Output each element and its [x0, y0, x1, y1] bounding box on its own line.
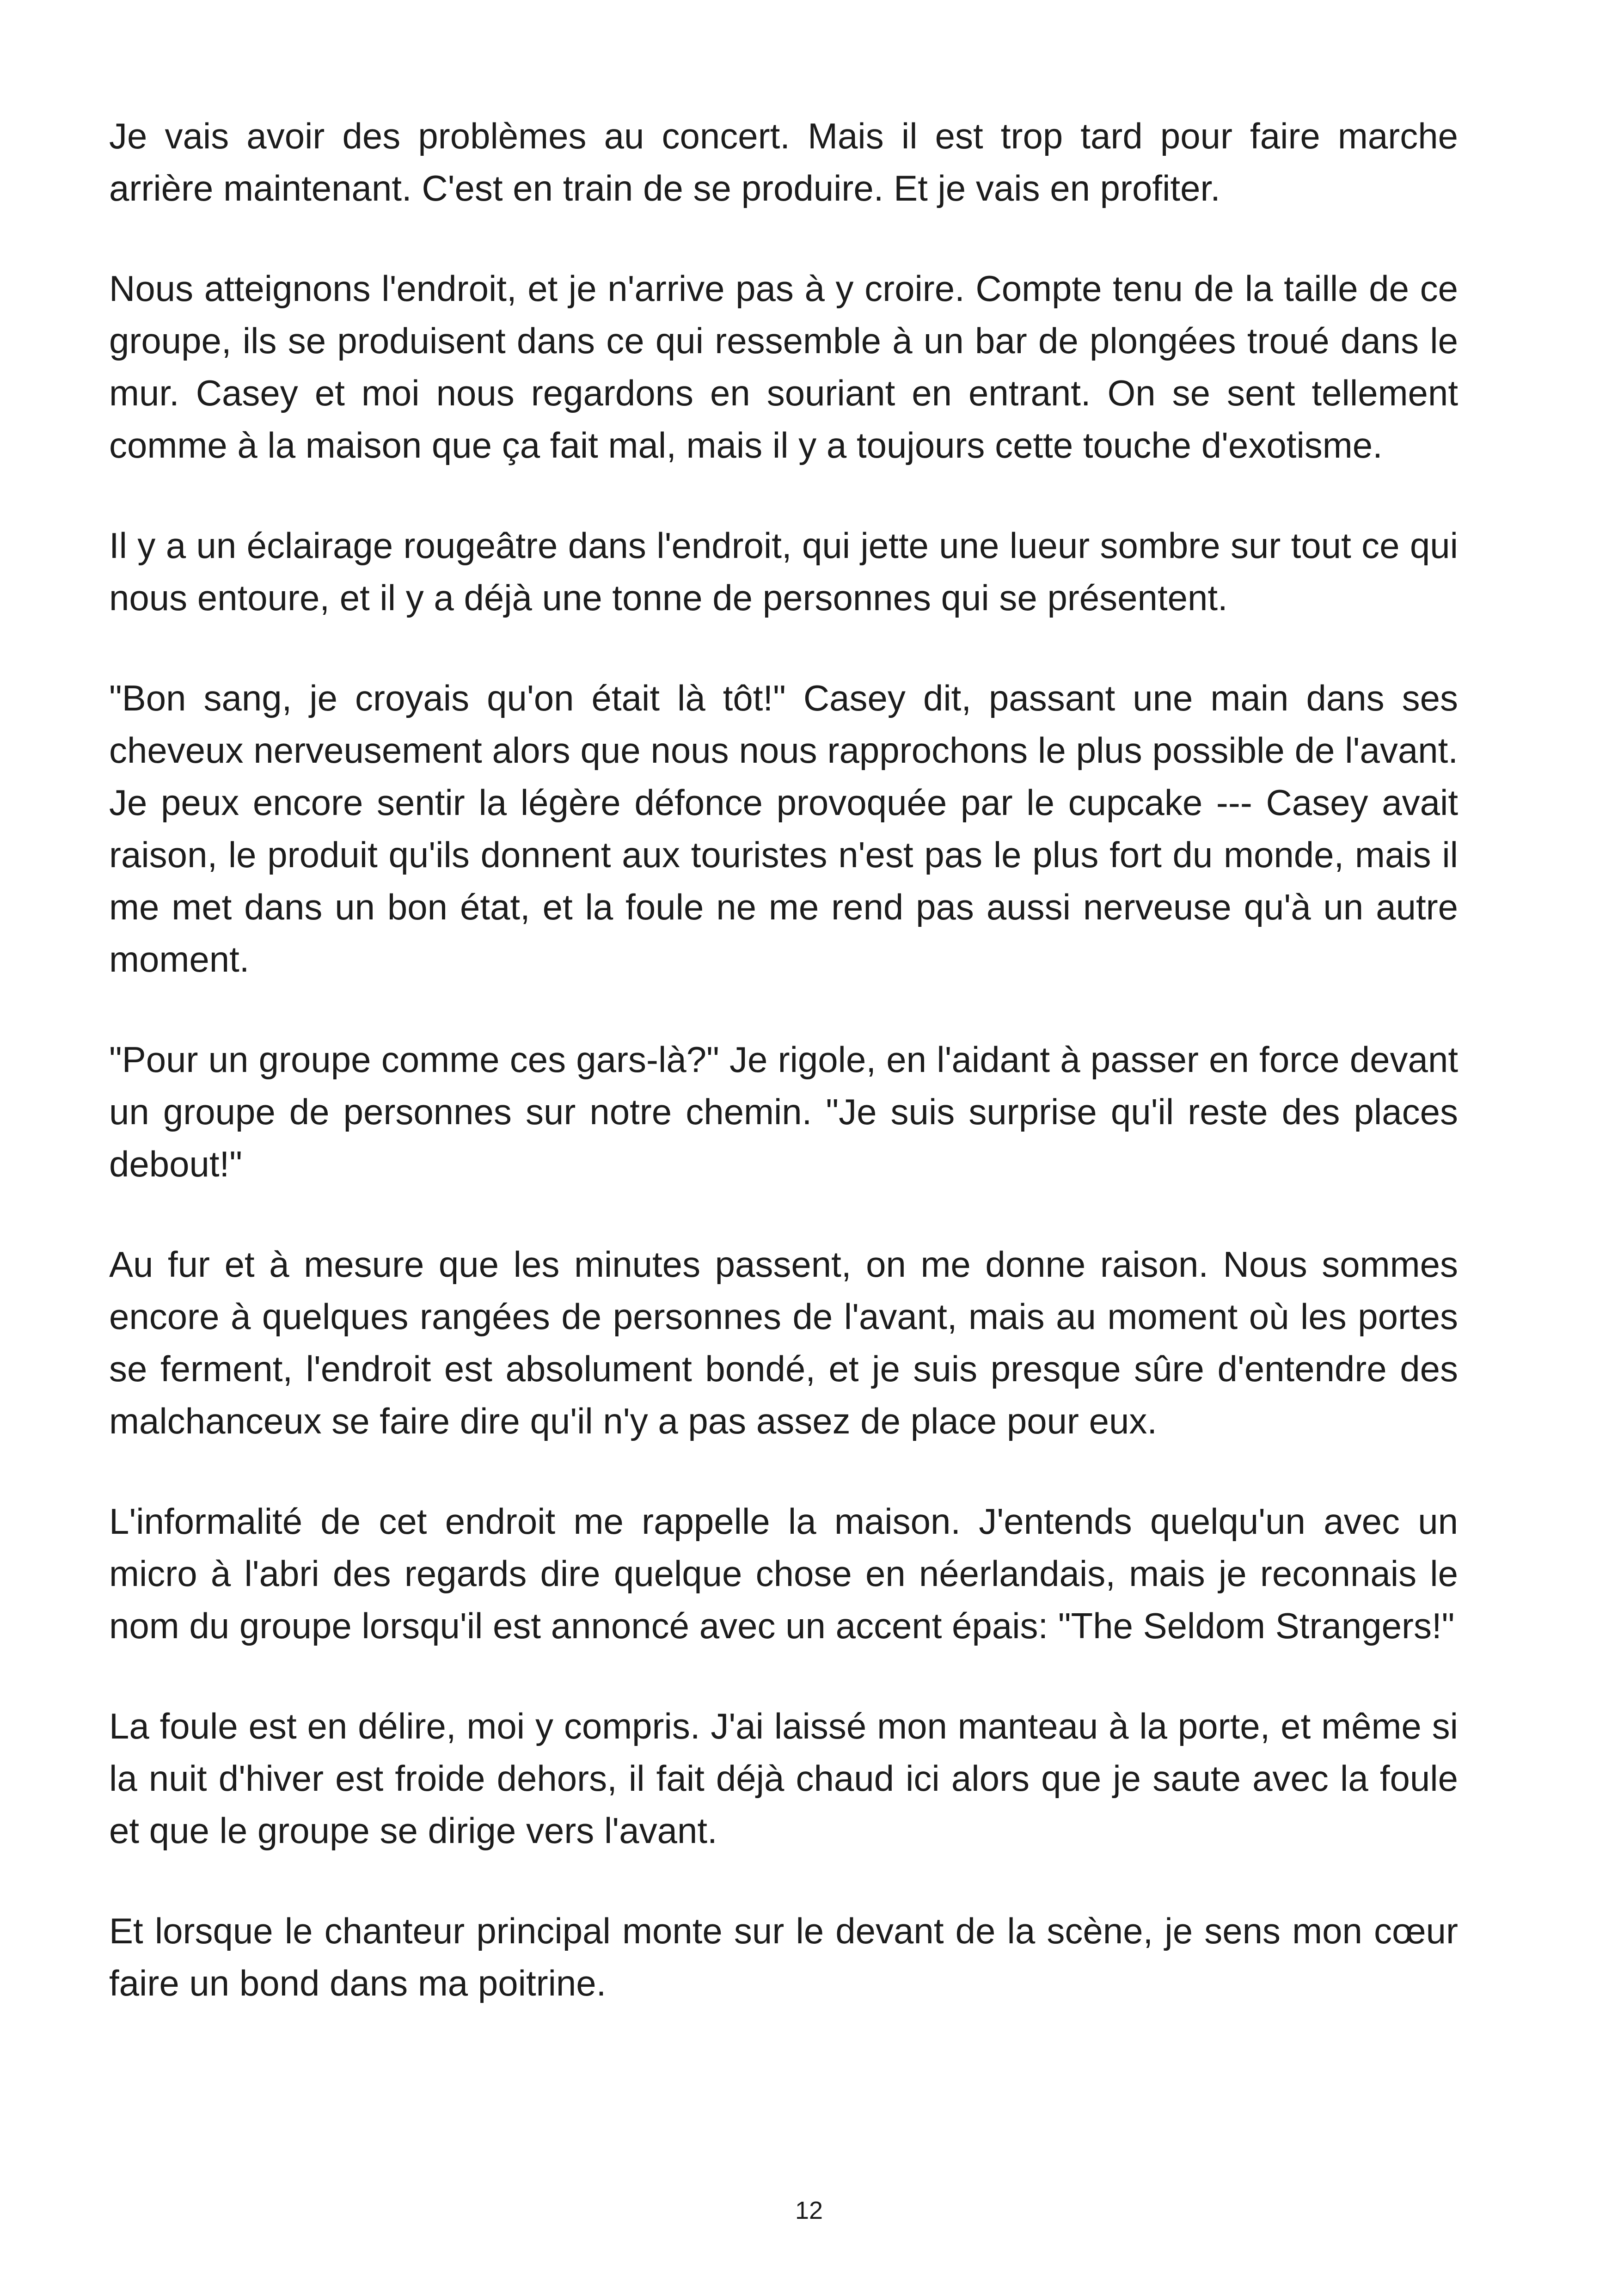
paragraph-9: Et lorsque le chanteur principal monte sur le devant de la scène, je sens mon cœur faire un bond dans ma poitrine. — [109, 1910, 1458, 2003]
paragraph-5: "Pour un groupe comme ces gars-là?" Je rigole, en l'aidant à passer en force devant un groupe de personnes sur notre chemin. "Je suis surprise qu'il reste des places debout!" — [109, 1039, 1458, 1184]
paragraph-8: La foule est en délire, moi y compris. J'ai laissé mon manteau à la porte, et même si la nuit d'hiver est froide dehors, il fait déjà chaud ici alors que je saute avec la foule et que le groupe se dirige vers l'avant. — [109, 1706, 1458, 1851]
paragraph-4: "Bon sang, je croyais qu'on était là tôt!" Casey dit, passant une main dans ses cheveux nerveusement alors que nous nous rapprochons le plus possible de l'avant. Je peux encore sentir la légère défonce provoquée par le cupcake --- Casey avait raison, le produit qu'ils donnent aux touristes n'est pas le plus fort du monde, mais il me met dans un bon état, et la foule ne me rend pas aussi nerveuse qu'à un autre moment. — [109, 678, 1458, 980]
paragraph-2: Nous atteignons l'endroit, et je n'arrive pas à y croire. Compte tenu de la taille de ce groupe, ils se produisent dans ce qui ressemble à un bar de plongées troué dans le mur. Casey et moi nous regardons en souriant en entrant. On se sent tellement comme à la maison que ça fait mal, mais il y a toujours cette touche d'exotisme. — [109, 268, 1458, 465]
paragraph-3: Il y a un éclairage rougeâtre dans l'endroit, qui jette une lueur sombre sur tout ce qui nous entoure, et il y a déjà une tonne de personnes qui se présentent. — [109, 525, 1458, 618]
paragraph-7: L'informalité de cet endroit me rappelle la maison. J'entends quelqu'un avec un micro à l'abri des regards dire quelque chose en néerlandais, mais je reconnais le nom du groupe lorsqu'il est annoncé avec un accent épais: "The Seldom Strangers!" — [109, 1501, 1458, 1646]
paragraph-6: Au fur et à mesure que les minutes passent, on me donne raison. Nous sommes encore à quelques rangées de personnes de l'avant, mais au moment où les portes se ferment, l'endroit est absolument bondé, et je suis presque sûre d'entendre des malchanceux se faire dire qu'il n'y a pas assez de place pour eux. — [109, 1244, 1458, 1441]
paragraph-1: Je vais avoir des problèmes au concert. Mais il est trop tard pour faire marche arrière maintenant. C'est en train de se produire. Et je vais en profiter. — [109, 116, 1458, 208]
body-text — [109, 110, 1458, 2057]
page-number: 12 — [795, 2197, 823, 2224]
